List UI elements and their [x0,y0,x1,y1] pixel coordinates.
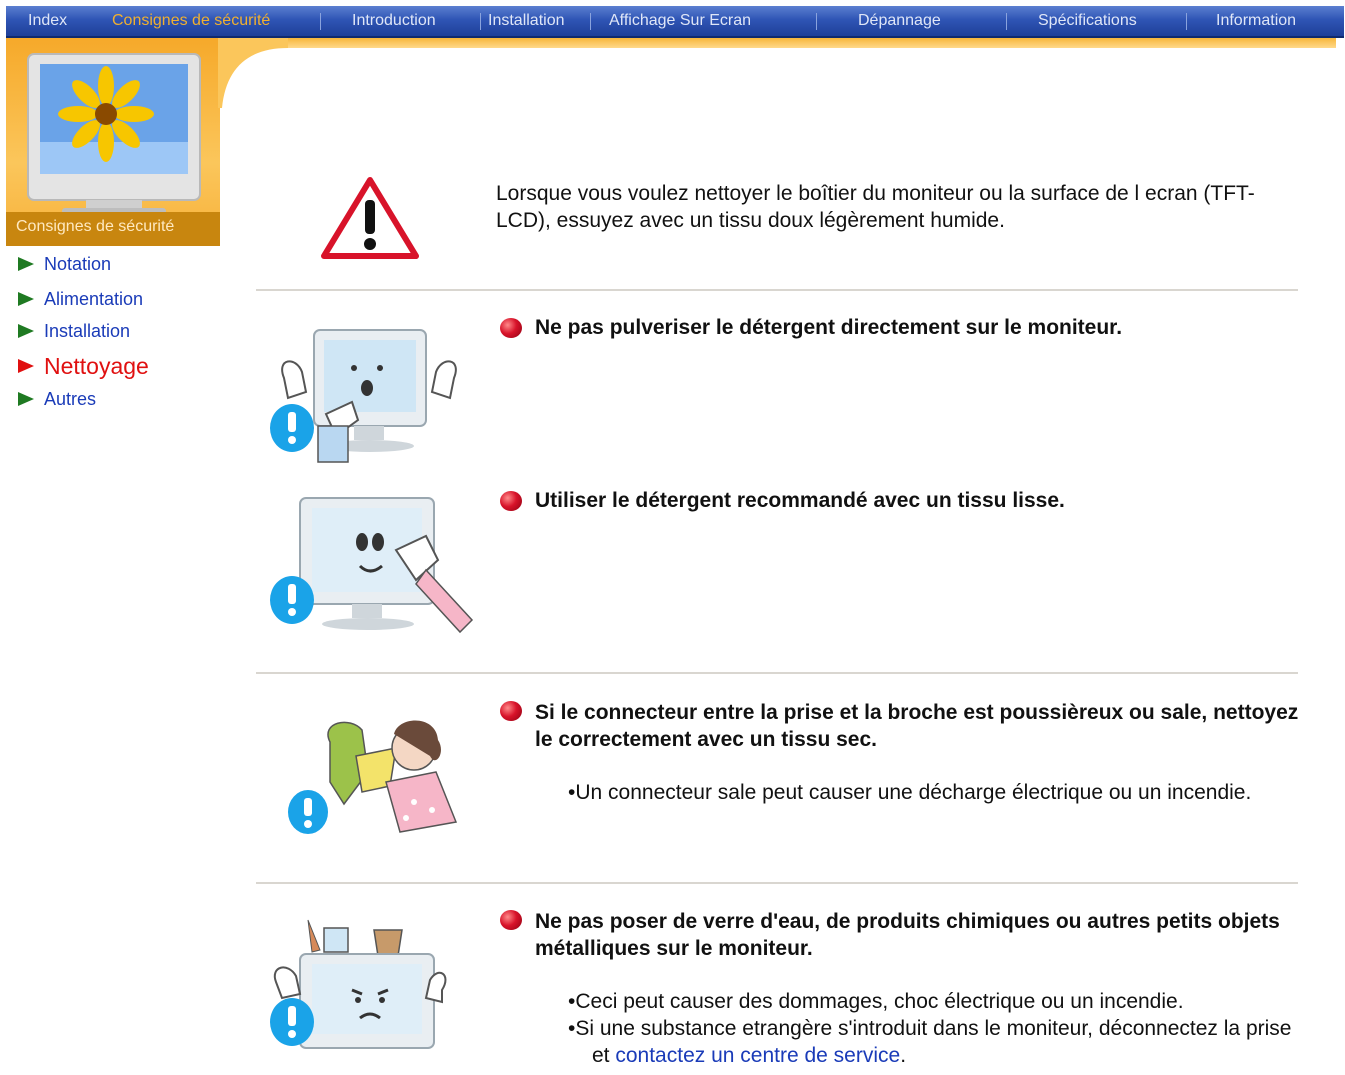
bullet-icon [500,701,522,721]
nav-introduction[interactable]: Introduction [352,12,436,29]
sidebar-item-label: Nettoyage [44,352,149,379]
sidebar-item-installation[interactable] [18,319,130,343]
section-heading: Ne pas pulveriser le détergent directement sur le moniteur. [535,316,1123,339]
no-objects-on-monitor-illustration [266,910,460,1062]
sidebar-item-label: Autres [44,388,97,409]
bullet-icon [500,910,522,930]
section-heading: Utiliser le détergent recommandé avec un tissu lisse. [535,489,1065,512]
section-heading: Ne pas poser de verre d'eau, de produits chimiques ou autres petits objets métalliques sur le moniteur. [535,910,1280,960]
cleaning-plug-illustration [286,712,458,836]
no-spray-monitor-illustration [266,318,472,464]
nav-consignes-de-securite[interactable]: Consignes de sécurité [112,12,271,29]
nav-separator [1006,13,1007,30]
note-text-with-link [568,1015,1308,1069]
decorative-curve [218,38,288,108]
sidebar-item-label: Installation [44,320,131,341]
section-divider [256,672,1298,674]
nav-separator [816,13,817,30]
nav-index[interactable]: Index [28,12,68,29]
arrow-right-icon [18,292,34,306]
nav-separator [480,13,481,30]
arrow-right-icon [18,392,34,406]
sidebar-item-alimentation[interactable] [18,287,143,311]
sidebar-item-notation[interactable] [18,252,111,276]
cloth-wiping-monitor-illustration [266,490,476,636]
section-heading: Si le connecteur entre la prise et la broche est poussièreux ou sale, nettoyez le correctement avec un tissu sec. [535,701,1299,751]
contact-service-center-link[interactable]: contactez un centre de service [615,1044,901,1067]
bullet-icon [500,491,522,511]
sidebar-item-label: Notation [44,253,112,274]
nav-specifications[interactable]: Spécifications [1038,12,1137,29]
section-note [568,779,1308,806]
arrow-right-icon [18,359,34,373]
nav-separator [590,13,591,30]
top-nav-bar [6,6,1344,38]
nav-information[interactable]: Information [1216,12,1297,29]
arrow-right-icon [18,324,34,338]
monitor-flower-icon [26,52,202,216]
section-divider [256,289,1298,291]
nav-separator [320,13,321,30]
section-caption: Consignes de sécurité [6,212,220,246]
intro-text: Lorsque vous voulez nettoyer le boîtier du moniteur ou la surface de l ecran (TFT-LCD), essuyez avec un tissu doux légèrement humide. [496,182,1255,232]
nav-installation[interactable]: Installation [488,12,565,29]
section-divider [256,882,1298,884]
section-note [568,988,1308,1069]
note-text: •Si une substance etrangère s'introduit dans le moniteur, déconnectez la prise et [568,1017,1292,1067]
nav-depannage[interactable]: Dépannage [858,12,941,29]
sidebar-item-autres[interactable] [18,387,96,411]
arrow-right-icon [18,257,34,271]
bullet-icon [500,318,522,338]
sidebar-item-nettoyage[interactable] [18,352,149,380]
warning-triangle-icon [318,174,422,262]
note-text: •Ceci peut causer des dommages, choc électrique ou un incendie. [568,990,1184,1013]
note-text: •Un connecteur sale peut causer une décharge électrique ou un incendie. [568,781,1252,804]
nav-separator [1186,13,1187,30]
note-suffix: . [900,1044,907,1067]
sidebar-item-label: Alimentation [44,288,144,309]
nav-affichage-sur-ecran[interactable]: Affichage Sur Ecran [609,12,752,29]
